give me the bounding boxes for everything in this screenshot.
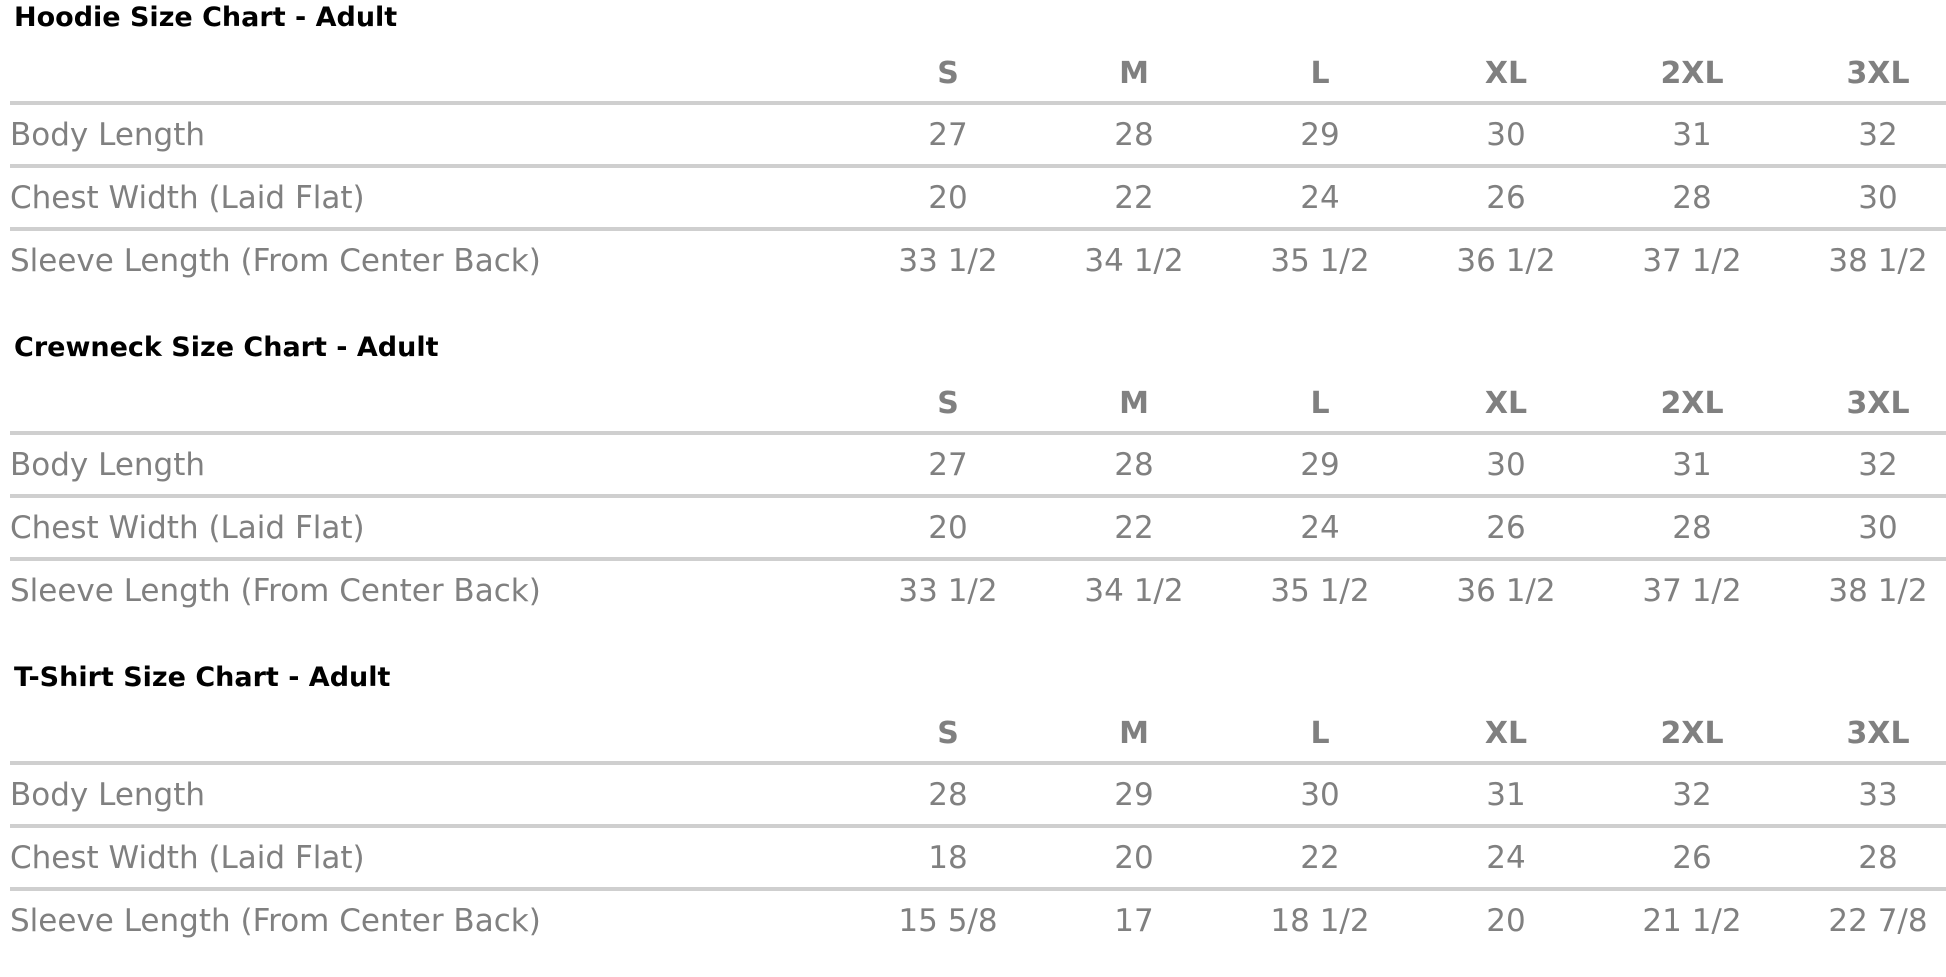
table-row [10, 763, 1946, 826]
table-row [10, 433, 1946, 496]
column-header-xl: XL [1413, 705, 1599, 763]
column-header-m: M [1041, 705, 1227, 763]
cell-value: 32 [1599, 763, 1785, 826]
size-table [10, 45, 1946, 290]
table-row [10, 166, 1946, 229]
cell-value: 22 7/8 [1828, 902, 1928, 939]
cell-value: 30 [1785, 166, 1946, 229]
cell-value: 20 [1041, 826, 1227, 889]
section-title: Crewneck Size Chart - Adult [14, 332, 439, 363]
cell-value: 26 [1599, 826, 1785, 889]
table-row [10, 229, 1946, 290]
column-header-xl: XL [1413, 45, 1599, 103]
cell-value: 34 1/2 [1084, 242, 1184, 279]
cell-value: 27 [855, 433, 1041, 496]
cell-value: 29 [1041, 763, 1227, 826]
cell-value: 31 [1599, 433, 1785, 496]
row-label: Sleeve Length (From Center Back) [10, 242, 541, 279]
cell-value: 33 [1785, 763, 1946, 826]
table-header-row [10, 705, 1946, 763]
table-header-row [10, 45, 1946, 103]
row-label: Body Length [10, 433, 855, 496]
cell-value: 31 [1413, 763, 1599, 826]
table-row [10, 496, 1946, 559]
row-label: Body Length [10, 103, 855, 166]
cell-value: 20 [855, 496, 1041, 559]
column-header-3xl: 3XL [1785, 375, 1946, 433]
cell-value: 20 [1486, 902, 1526, 939]
cell-value: 22 [1041, 166, 1227, 229]
column-header-m: M [1041, 375, 1227, 433]
row-label: Chest Width (Laid Flat) [10, 496, 855, 559]
cell-value: 29 [1227, 433, 1413, 496]
cell-value: 35 1/2 [1270, 242, 1370, 279]
table-row [10, 103, 1946, 166]
column-header-xl: XL [1413, 375, 1599, 433]
cell-value: 15 5/8 [898, 902, 998, 939]
section-title: Hoodie Size Chart - Adult [14, 2, 398, 33]
cell-value: 34 1/2 [1084, 572, 1184, 609]
row-label: Sleeve Length (From Center Back) [10, 902, 541, 939]
cell-value: 33 1/2 [898, 572, 998, 609]
size-table [10, 705, 1946, 950]
cell-value: 21 1/2 [1642, 902, 1742, 939]
row-label: Chest Width (Laid Flat) [10, 166, 855, 229]
cell-value: 32 [1785, 103, 1946, 166]
cell-value: 31 [1599, 103, 1785, 166]
table-row [10, 826, 1946, 889]
cell-value: 17 [1114, 902, 1154, 939]
cell-value: 30 [1413, 103, 1599, 166]
column-header-s: S [855, 375, 1041, 433]
cell-value: 28 [1041, 433, 1227, 496]
cell-value: 36 1/2 [1456, 242, 1556, 279]
column-header-2xl: 2XL [1599, 375, 1785, 433]
cell-value: 28 [1599, 166, 1785, 229]
column-header-m: M [1041, 45, 1227, 103]
cell-value: 18 1/2 [1270, 902, 1370, 939]
cell-value: 37 1/2 [1642, 572, 1742, 609]
cell-value: 22 [1041, 496, 1227, 559]
table-row [10, 559, 1946, 620]
column-header-s: S [855, 705, 1041, 763]
cell-value: 30 [1413, 433, 1599, 496]
column-header-blank [10, 705, 855, 763]
cell-value: 35 1/2 [1270, 572, 1370, 609]
size-chart-section-hoodie [10, 0, 1936, 290]
cell-value: 38 1/2 [1828, 572, 1928, 609]
cell-value: 20 [855, 166, 1041, 229]
cell-value: 24 [1227, 496, 1413, 559]
table-header-row [10, 375, 1946, 433]
cell-value: 36 1/2 [1456, 572, 1556, 609]
cell-value: 29 [1227, 103, 1413, 166]
cell-value: 33 1/2 [898, 242, 998, 279]
column-header-blank [10, 45, 855, 103]
cell-value: 30 [1785, 496, 1946, 559]
column-header-2xl: 2XL [1599, 705, 1785, 763]
cell-value: 30 [1227, 763, 1413, 826]
column-header-l: L [1227, 705, 1413, 763]
section-title: T-Shirt Size Chart - Adult [14, 662, 391, 693]
cell-value: 28 [855, 763, 1041, 826]
column-header-s: S [855, 45, 1041, 103]
cell-value: 38 1/2 [1828, 242, 1928, 279]
row-label: Body Length [10, 763, 855, 826]
column-header-l: L [1227, 45, 1413, 103]
cell-value: 27 [855, 103, 1041, 166]
size-chart-section-crewneck [10, 290, 1936, 620]
cell-value: 22 [1227, 826, 1413, 889]
size-table [10, 375, 1946, 620]
table-row [10, 889, 1946, 950]
cell-value: 32 [1785, 433, 1946, 496]
column-header-3xl: 3XL [1785, 45, 1946, 103]
cell-value: 28 [1041, 103, 1227, 166]
cell-value: 24 [1413, 826, 1599, 889]
column-header-l: L [1227, 375, 1413, 433]
column-header-3xl: 3XL [1785, 705, 1946, 763]
cell-value: 28 [1599, 496, 1785, 559]
cell-value: 26 [1413, 496, 1599, 559]
row-label: Sleeve Length (From Center Back) [10, 572, 541, 609]
column-header-blank [10, 375, 855, 433]
cell-value: 18 [855, 826, 1041, 889]
row-label: Chest Width (Laid Flat) [10, 826, 855, 889]
cell-value: 28 [1785, 826, 1946, 889]
size-chart-section-tshirt [10, 620, 1936, 950]
cell-value: 26 [1413, 166, 1599, 229]
cell-value: 37 1/2 [1642, 242, 1742, 279]
cell-value: 24 [1227, 166, 1413, 229]
column-header-2xl: 2XL [1599, 45, 1785, 103]
